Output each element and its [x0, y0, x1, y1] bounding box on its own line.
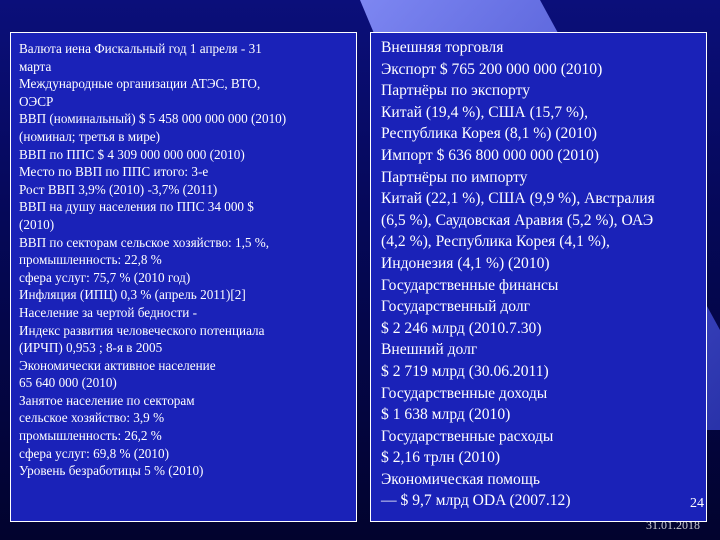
left-text-panel	[10, 32, 357, 522]
right-line: Государственный долг	[381, 298, 531, 316]
slide-date: 31.01.2018	[646, 518, 700, 532]
right-line: Республика Корея (8,1 %) (2010)	[381, 125, 597, 143]
left-line: Экономически активное население	[19, 357, 216, 373]
left-line: 65 640 000 (2010)	[19, 375, 117, 391]
right-line: $ 2 246 млрд (2010.7.30)	[381, 319, 542, 337]
right-line: $ 2,16 трлн (2010)	[381, 449, 501, 467]
left-line: Валюта иена Фискальный год 1 апреля - 31	[19, 41, 262, 56]
right-line: (4,2 %), Республика Корея (4,1 %),	[381, 233, 610, 251]
left-line: Население за чертой бедности -	[19, 304, 198, 320]
left-line: промышленность: 22,8 %	[19, 252, 162, 268]
right-line: Экспорт $ 765 200 000 000 (2010)	[381, 60, 603, 78]
left-line: Занятое население по секторам	[19, 392, 195, 408]
right-line: (6,5 %), Саудовская Аравия (5,2 %), ОАЭ	[381, 211, 654, 229]
right-line: Внешняя торговля	[381, 39, 504, 56]
right-text-panel	[370, 32, 707, 522]
left-line: ВВП (номинальный) $ 5 458 000 000 000 (2010)	[19, 111, 287, 127]
left-line: Рост ВВП 3,9% (2010) -3,7% (2011)	[19, 181, 218, 197]
left-line: Место по ВВП по ППС итого: 3-е	[19, 164, 209, 180]
left-line: (2010)	[19, 216, 55, 232]
right-line: Внешний долг	[381, 341, 478, 359]
right-line: Китай (19,4 %), США (15,7 %),	[381, 103, 589, 121]
right-line: Импорт $ 636 800 000 000 (2010)	[381, 146, 600, 164]
right-line: Партнёры по экспорту	[381, 82, 531, 100]
left-line: (ИРЧП) 0,953 ; 8-я в 2005	[19, 340, 163, 356]
left-line: ВВП по ППС $ 4 309 000 000 000 (2010)	[19, 146, 245, 162]
slide-number: 24	[690, 496, 704, 511]
right-line: — $ 9,7 млрд ODA (2007.12)	[381, 492, 571, 510]
left-line: Инфляция (ИПЦ) 0,3 % (апрель 2011)[2]	[19, 287, 246, 303]
left-line: сфера услуг: 75,7 % (2010 год)	[19, 269, 191, 285]
left-line: Международные организации АТЭС, ВТО,	[19, 76, 261, 92]
left-line: Уровень безработицы 5 % (2010)	[19, 463, 204, 479]
right-line: Партнёры по импорту	[381, 168, 528, 186]
left-line: сфера услуг: 69,8 % (2010)	[19, 445, 169, 461]
right-line: $ 1 638 млрд (2010)	[381, 406, 511, 424]
right-line: Государственные доходы	[381, 384, 548, 402]
right-line: Государственные финансы	[381, 276, 559, 294]
right-line: Государственные расходы	[381, 427, 554, 445]
right-line: Индонезия (4,1 %) (2010)	[381, 254, 550, 272]
left-line: промышленность: 26,2 %	[19, 428, 162, 444]
left-line: ОЭСР	[19, 93, 54, 109]
left-line: марта	[19, 58, 52, 74]
left-line: ВВП на душу населения по ППС 34 000 $	[19, 199, 254, 215]
left-line: ВВП по секторам сельское хозяйство: 1,5 %,	[19, 234, 270, 250]
right-line: Экономическая помощь	[381, 470, 540, 488]
right-line: Китай (22,1 %), США (9,9 %), Австралия	[381, 190, 655, 208]
left-line: Индекс развития человеческого потенциала	[19, 322, 265, 338]
left-line: сельское хозяйство: 3,9 %	[19, 410, 165, 426]
left-line: (номинал; третья в мире)	[19, 128, 161, 144]
right-line: $ 2 719 млрд (30.06.2011)	[381, 362, 549, 380]
